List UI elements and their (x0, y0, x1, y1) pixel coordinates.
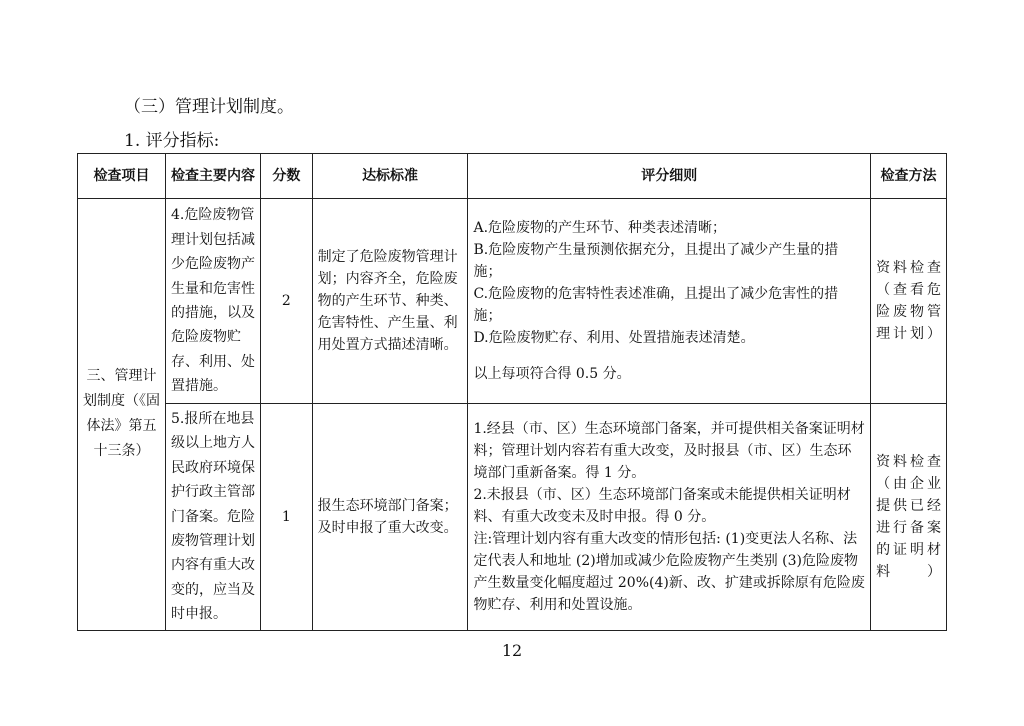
check-item-cell: 三、管理计划制度（《固体法》第五十三条） (78, 199, 166, 631)
header-score: 分数 (261, 154, 313, 199)
table-row (78, 199, 947, 404)
rule-line: D.危险废物贮存、利用、处置措施表述清楚。 (473, 330, 755, 346)
scoring-rules-cell (468, 199, 871, 404)
rule-line: 注:管理计划内容有重大改变的情形包括: (1)变更法人名称、法定代表人和地址 (2)增加或减少危险废物产生类别 (3)危险废物产生数量变化幅度超过 20%(4)新、改、扩建或拆除原有危险废物贮存、利用和处置设施。 (473, 530, 865, 613)
scoring-rules-cell (468, 404, 871, 631)
score-cell: 2 (261, 199, 313, 404)
table-row (78, 404, 947, 631)
rule-line: B.危险废物产生量预测依据充分，且提出了减少产生量的措施； (473, 242, 839, 280)
scoring-table (77, 153, 947, 631)
main-content-cell: 5.报所在地县级以上地方人民政府环境保护行政主管部门备案。危险废物管理计划内容有重大改变的，应当及时申报。 (166, 404, 261, 631)
rules-note: 以上每项符合得 0.5 分。 (473, 366, 631, 382)
rule-line: C.危险废物的危害特性表述准确，且提出了减少危害性的措施； (473, 286, 839, 324)
header-check-item: 检查项目 (78, 154, 166, 199)
rule-line: 1.经县（市、区）生态环境部门备案，并可提供相关备案证明材料；管理计划内容若有重大改变，及时报县（市、区）生态环境部门重新备案。得 1 分。 (473, 420, 865, 481)
main-content-cell: 4.危险废物管理计划包括减少危险废物产生量和危害性的措施，以及危险废物贮存、利用、处置措施。 (166, 199, 261, 404)
check-method-cell: 资料检查（由企业提供已经进行备案的证明材料） (871, 404, 947, 631)
section-heading: （三）管理计划制度。 (124, 97, 294, 117)
score-cell: 1 (261, 404, 313, 631)
header-main-content: 检查主要内容 (166, 154, 261, 199)
table-header-row (78, 154, 947, 199)
header-standard: 达标标准 (312, 154, 468, 199)
header-scoring-rules: 评分细则 (468, 154, 871, 199)
subsection-heading: 1. 评分指标: (124, 131, 220, 151)
page-number: 12 (501, 641, 523, 660)
header-check-method: 检查方法 (871, 154, 947, 199)
standard-cell: 制定了危险废物管理计划；内容齐全，危险废物的产生环节、种类、危害特性、产生量、利用处置方式描述清晰。 (312, 199, 468, 404)
rule-line: A.危险废物的产生环节、种类表述清晰； (473, 220, 727, 236)
standard-cell: 报生态环境部门备案；及时申报了重大改变。 (312, 404, 468, 631)
check-method-cell: 资料检查（查看危险废物管理计划） (871, 199, 947, 404)
rule-line: 2.未报县（市、区）生态环境部门备案或未能提供相关证明材料、有重大改变未及时申报。得 0 分。 (473, 486, 851, 525)
